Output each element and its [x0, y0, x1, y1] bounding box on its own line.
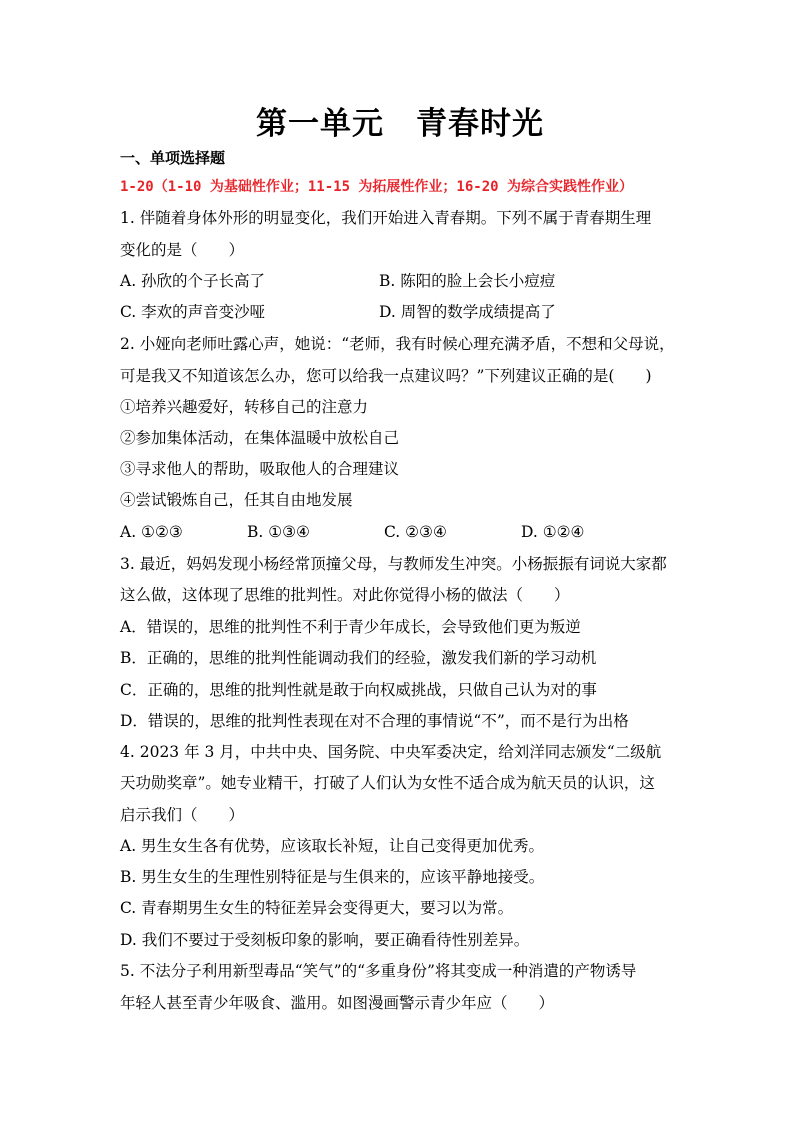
q1-option-a: A. 孙欣的个子长高了 — [120, 272, 266, 290]
q3-option-c: C．正确的，思维的批判性就是敢于向权威挑战，只做自己认为对的事 — [120, 681, 597, 699]
q3-stem-line-1: 3. 最近，妈妈发现小杨经常顶撞父母，与教师发生冲突。小杨振振有词说大家都 — [120, 555, 667, 573]
q1-option-b: B. 陈阳的脸上会长小痘痘 — [379, 272, 556, 290]
q4-option-c: C. 青春期男生女生的特征差异会变得更大，要习以为常。 — [120, 899, 514, 917]
q4-option-b: B. 男生女生的生理性别特征是与生俱来的，应该平静地接受。 — [120, 868, 545, 886]
q2-stem-line-1: 2. 小娅向老师吐露心声，她说：“老师，我有时候心理充满矛盾，不想和父母说， — [120, 335, 675, 353]
q3-stem-line-2: 这么做，这体现了思维的批判性。对此你觉得小杨的做法（ ） — [120, 586, 570, 604]
q2-option-a: A. ①②③ — [120, 523, 183, 541]
section-heading: 一、单项选择题 — [120, 149, 226, 167]
q1-option-c: C. 李欢的声音变沙哑 — [120, 303, 266, 321]
homework-note: 1-20（1-10 为基础性作业；11-15 为拓展性作业；16-20 为综合实践性作业） — [120, 179, 634, 195]
q2-option-c: C. ②③④ — [384, 523, 447, 541]
q2-statement-4: ④尝试锻炼自己，任其自由地发展 — [120, 491, 353, 509]
q2-option-b: B. ①③④ — [247, 523, 310, 541]
q3-option-a: A．错误的，思维的批判性不利于青少年成长，会导致他们更为叛逆 — [120, 618, 581, 636]
q4-stem-line-2: 天功勋奖章”。她专业精干，打破了人们认为女性不适合成为航天员的认识，这 — [120, 774, 655, 792]
q2-statement-1: ①培养兴趣爱好，转移自己的注意力 — [120, 398, 369, 416]
page-title: 第一单元 青春时光 — [256, 106, 544, 142]
q5-stem-line-1: 5. 不法分子利用新型毒品“笑气”的“多重身份”将其变成一种消遣的产物诱导 — [120, 962, 637, 980]
q4-option-d: D. 我们不要过于受刻板印象的影响，要正确看待性别差异。 — [120, 931, 530, 949]
q1-stem-line-1: 1. 伴随着身体外形的明显变化，我们开始进入青春期。下列不属于青春期生理 — [120, 209, 652, 227]
q1-option-d: D. 周智的数学成绩提高了 — [379, 303, 556, 321]
q2-option-d: D. ①②④ — [521, 523, 585, 541]
q3-option-b: B．正确的，思维的批判性能调动我们的经验，激发我们新的学习动机 — [120, 649, 597, 667]
q2-stem-line-2: 可是我又不知道该怎么办，您可以给我一点建议吗？”下列建议正确的是( ) — [120, 367, 652, 385]
q2-statement-2: ②参加集体活动，在集体温暖中放松自己 — [120, 429, 400, 447]
q4-stem-line-1: 4. 2023 年 3 月，中共中央、国务院、中央军委决定，给刘洋同志颁发“二级航 — [120, 743, 662, 761]
q4-stem-line-3: 启示我们（ ） — [120, 806, 245, 824]
q3-option-d: D．错误的，思维的批判性表现在对不合理的事情说“不”，而不是行为出格 — [120, 712, 629, 730]
q4-option-a: A. 男生女生各有优势，应该取长补短，让自己变得更加优秀。 — [120, 837, 545, 855]
q2-statement-3: ③寻求他人的帮助，吸取他人的合理建议 — [120, 460, 400, 478]
q5-stem-line-2: 年轻人甚至青少年吸食、滥用。如图漫画警示青少年应（ ） — [120, 994, 555, 1012]
q1-stem-line-2: 变化的是（ ） — [120, 241, 245, 259]
